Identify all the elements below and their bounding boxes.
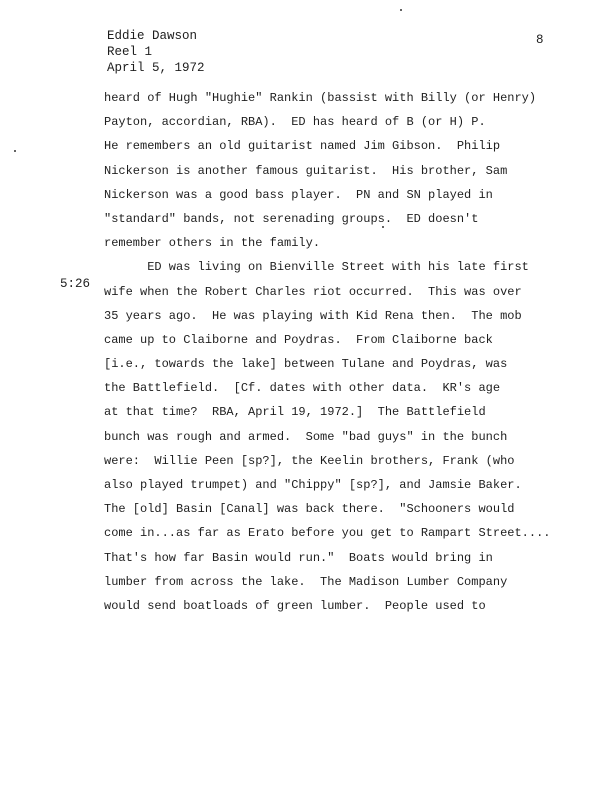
text-line: heard of Hugh "Hughie" Rankin (bassist with Billy (or Henry): [104, 91, 537, 105]
text-line: would send boatloads of green lumber. People used to: [104, 598, 486, 613]
text-line: came up to Claiborne and Poydras. From Claiborne back: [104, 332, 493, 347]
text-line: [i.e., towards the lake] between Tulane and Poydras, was: [104, 357, 508, 372]
reel-label: Reel 1: [107, 45, 153, 59]
text-line: 35 years ago. He was playing with Kid Rena then. The mob: [104, 308, 522, 323]
timestamp-marker: 5:26: [60, 277, 91, 291]
page-header: [107, 28, 205, 76]
text-line: Nickerson was a good bass player. PN and SN played in: [104, 187, 493, 202]
scan-speck: [14, 150, 16, 152]
text-line: come in...as far as Erato before you get to Rampart Street....: [104, 526, 551, 541]
text-line: ED was living on Bienville Street with his late first: [104, 260, 529, 275]
text-line: He remembers an old guitarist named Jim Gibson. Philip: [104, 139, 501, 154]
text-line: The [old] Basin [Canal] was back there. "Schooners would: [104, 502, 515, 517]
text-line: wife when the Robert Charles riot occurred. This was over: [104, 284, 522, 299]
text-line: lumber from across the lake. The Madison Lumber Company: [104, 574, 508, 589]
page-number: 8: [536, 33, 544, 47]
scan-speck: [400, 9, 402, 11]
text-line: That's how far Basin would run." Boats would bring in: [104, 550, 493, 565]
text-line: Payton, accordian, RBA). ED has heard of B (or H) P.: [104, 115, 486, 130]
text-line: the Battlefield. [Cf. dates with other data. KR's age: [104, 381, 501, 396]
text-line: "standard" bands, not serenading groups. ED doesn't: [104, 211, 479, 226]
transcript-body: [104, 86, 574, 618]
text-line: bunch was rough and armed. Some "bad guys" in the bunch: [104, 429, 508, 444]
text-line: remember others in the family.: [104, 236, 321, 251]
interviewee-name: Eddie Dawson: [107, 29, 198, 43]
text-line: Nickerson is another famous guitarist. His brother, Sam: [104, 163, 508, 178]
interview-date: April 5, 1972: [107, 61, 205, 75]
text-line: were: Willie Peen [sp?], the Keelin brothers, Frank (who: [104, 453, 515, 468]
text-line: at that time? RBA, April 19, 1972.] The Battlefield: [104, 405, 486, 420]
scan-speck: [382, 226, 384, 228]
text-line: also played trumpet) and "Chippy" [sp?], and Jamsie Baker.: [104, 478, 522, 492]
